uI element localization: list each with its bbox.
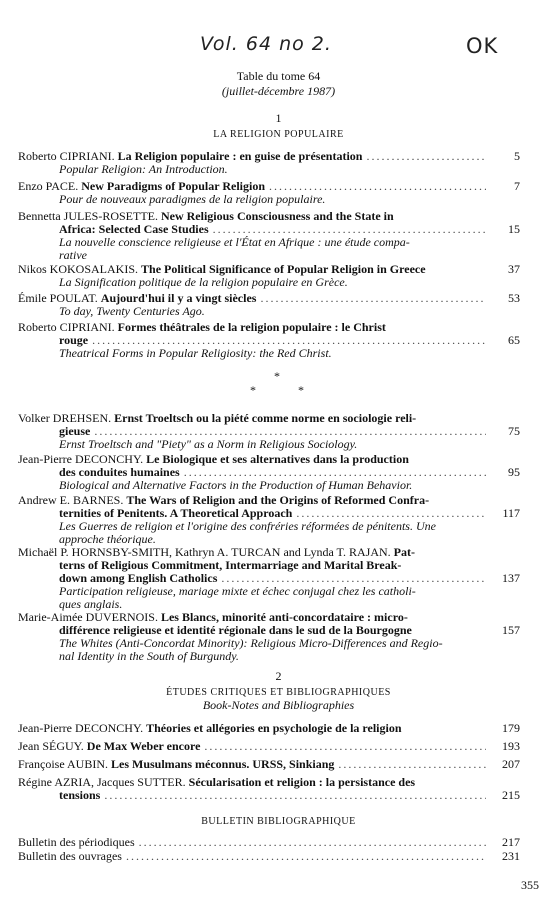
entry-title: Bulletin des ouvrages	[18, 849, 122, 863]
entry-title-cont: différence religieuse et identité régionale dans le sud de la Bourgogne	[59, 623, 412, 637]
toc-entry	[18, 836, 520, 849]
toc-entry	[18, 210, 520, 262]
toc-entry	[18, 180, 520, 206]
toc-title: Table du tome 64	[236, 69, 321, 83]
entry-title: La Religion populaire : en guise de présentation	[117, 149, 363, 163]
toc-entry	[18, 850, 520, 863]
toc-entry	[18, 412, 520, 451]
section3-title: BULLETIN BIBLIOGRAPHIQUE	[201, 816, 356, 827]
section2-title: ÉTUDES CRITIQUES ET BIBLIOGRAPHIQUES	[166, 687, 391, 698]
toc-entry	[18, 611, 520, 663]
entry-title-cont: terns of Religious Commitment, Intermarriage and Marital Break-	[59, 558, 402, 572]
entry-title: De Max Weber encore	[86, 739, 201, 753]
entry-page: 215	[502, 788, 520, 802]
toc-entry	[18, 740, 520, 753]
entry-translation: Les Guerres de religion et l'origine des confréries réformées de pénitents. Une	[59, 519, 436, 533]
entry-title-cont: Africa: Selected Case Studies	[59, 222, 209, 236]
entry-translation: Popular Religion: An Introduction.	[59, 162, 228, 176]
entry-author: Régine AZRIA, Jacques SUTTER.	[18, 775, 186, 789]
toc-entry	[18, 292, 520, 318]
entry-page: 117	[502, 506, 520, 520]
section2-subtitle: Book-Notes and Bibliographies	[202, 698, 355, 712]
section1-title: LA RELIGION POPULAIRE	[213, 129, 344, 140]
entry-title: Aujourd'hui il y a vingt siècles	[100, 291, 257, 305]
leader-dots	[104, 789, 486, 802]
entry-title: Sécularisation et religion : la persistance des	[188, 775, 416, 789]
entry-translation: La Signification politique de la religion populaire en Grèce.	[59, 275, 348, 289]
entry-translation: The Whites (Anti-Concordat Minority): Religious Micro-Differences and Regio-	[59, 636, 443, 650]
entry-page: 193	[502, 739, 520, 753]
entry-author: Volker DREHSEN.	[18, 411, 112, 425]
entry-page: 75	[508, 424, 520, 438]
entry-page: 207	[502, 757, 520, 771]
toc-entry	[18, 453, 520, 492]
entry-page: 179	[502, 721, 520, 735]
entry-author: Michaël P. HORNSBY-SMITH, Kathryn A. TURCAN and Lynda T. RAJAN.	[18, 545, 391, 559]
asterism-star: *	[274, 369, 280, 383]
entry-title: Formes théâtrales de la religion populaire : le Christ	[117, 320, 386, 334]
leader-dots	[260, 292, 486, 305]
asterism-star: *	[298, 383, 304, 397]
toc-entry	[18, 722, 520, 735]
toc-entry	[18, 263, 520, 289]
entry-page: 137	[502, 571, 520, 585]
entry-title-cont: ternities of Penitents. A Theoretical Approach	[59, 506, 293, 520]
handwritten-volume-note: Vol. 64 no 2.	[200, 33, 332, 55]
entry-page: 217	[502, 835, 520, 849]
toc-entry	[18, 758, 520, 771]
entry-title: The Political Significance of Popular Religion in Greece	[141, 262, 426, 276]
entry-translation: La nouvelle conscience religieuse et l'État en Afrique : une étude compa-	[59, 235, 410, 249]
entry-page: 5	[514, 149, 520, 163]
handwritten-ok-note: OK	[466, 34, 499, 58]
page-number: 355	[521, 878, 539, 892]
entry-author: Jean SÉGUY.	[18, 739, 84, 753]
entry-page: 95	[508, 465, 520, 479]
entry-author: Françoise AUBIN.	[18, 757, 108, 771]
entry-translation: To day, Twenty Centuries Ago.	[59, 304, 205, 318]
entry-translation-cont: nal Identity in the South of Burgundy.	[59, 649, 239, 663]
leader-dots	[139, 836, 486, 849]
toc-subtitle: (juillet-décembre 1987)	[221, 84, 336, 98]
entry-title: Théories et allégories en psychologie de la religion	[146, 721, 402, 735]
entry-page: 157	[502, 623, 520, 637]
toc-entry	[18, 494, 520, 546]
entry-translation-cont: rative	[59, 248, 87, 262]
entry-author: Marie-Aimée DUVERNOIS.	[18, 610, 158, 624]
entry-title: The Wars of Religion and the Origins of Reformed Confra-	[126, 493, 430, 507]
section2-number: 2	[275, 669, 282, 683]
toc-entry	[18, 776, 520, 802]
entry-page: 37	[508, 262, 520, 276]
leader-dots	[204, 740, 486, 753]
entry-title: Les Musulmans méconnus. URSS, Sinkiang	[111, 757, 335, 771]
entry-translation-cont: ques anglais.	[59, 597, 123, 611]
entry-title: Le Biologique et ses alternatives dans la production	[146, 452, 409, 466]
entry-translation: Participation religieuse, mariage mixte et échec conjugal chez les catholi-	[59, 584, 416, 598]
section1-number: 1	[275, 111, 282, 125]
entry-title: Les Blancs, minorité anti-concordataire : micro-	[160, 610, 408, 624]
toc-entry	[18, 321, 520, 360]
entry-title-cont: tensions	[59, 788, 101, 802]
entry-translation: Ernst Troeltsch and "Piety" as a Norm in Religious Sociology.	[59, 437, 358, 451]
entry-page: 15	[508, 222, 520, 236]
entry-author: Roberto CIPRIANI.	[18, 149, 115, 163]
entry-author: Émile POULAT.	[18, 291, 98, 305]
entry-title: Bulletin des périodiques	[18, 835, 135, 849]
entry-title-cont: down among English Catholics	[59, 571, 218, 585]
entry-translation-cont: approche théorique.	[59, 532, 156, 546]
entry-author: Nikos KOKOSALAKIS.	[18, 262, 139, 276]
entry-author: Jean-Pierre DECONCHY.	[18, 452, 144, 466]
entry-page: 53	[508, 291, 520, 305]
entry-title: New Religious Consciousness and the State in	[160, 209, 394, 223]
entry-page: 231	[502, 849, 520, 863]
toc-entry	[18, 546, 520, 611]
entry-translation: Theatrical Forms in Popular Religiosity: the Red Christ.	[59, 346, 332, 360]
entry-title: Ernst Troeltsch ou la piété comme norme en sociologie reli-	[114, 411, 417, 425]
entry-title: New Paradigms of Popular Religion	[81, 179, 266, 193]
entry-author: Andrew E. BARNES.	[18, 493, 124, 507]
entry-author: Roberto CIPRIANI.	[18, 320, 115, 334]
leader-dots	[338, 758, 486, 771]
entry-title-cont: gieuse	[59, 424, 91, 438]
entry-title-cont: rouge	[59, 333, 89, 347]
entry-author: Jean-Pierre DECONCHY.	[18, 721, 144, 735]
entry-title-cont: des conduites humaines	[59, 465, 180, 479]
entry-author: Enzo PACE.	[18, 179, 79, 193]
entry-translation: Biological and Alternative Factors in the Production of Human Behavior.	[59, 478, 413, 492]
entry-page: 65	[508, 333, 520, 347]
entry-page: 7	[514, 179, 520, 193]
leader-dots	[126, 850, 486, 863]
toc-entry	[18, 150, 520, 176]
leader-dots	[366, 150, 486, 163]
entry-author: Bennetta JULES-ROSETTE.	[18, 209, 158, 223]
asterism-star: *	[250, 383, 256, 397]
entry-title: Pat-	[393, 545, 415, 559]
entry-translation: Pour de nouveaux paradigmes de la religion populaire.	[59, 192, 326, 206]
